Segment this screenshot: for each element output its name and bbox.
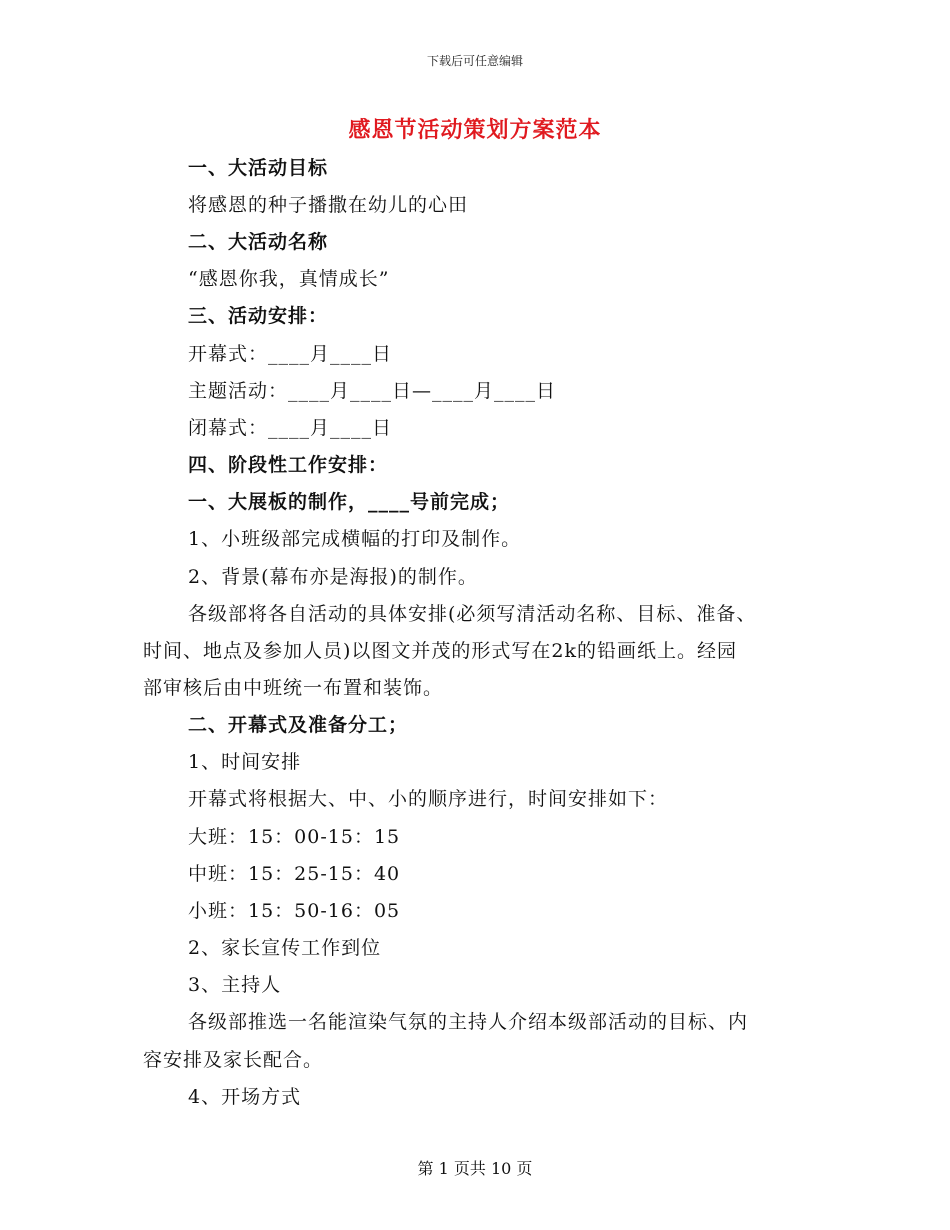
list-item: 3、主持人	[188, 974, 282, 996]
paragraph: 将感恩的种子播撒在幼儿的心田	[188, 194, 469, 216]
schedule-line: 中班：15：25-15：40	[188, 863, 401, 885]
page-footer: 第 1 页共 10 页	[417, 1159, 533, 1178]
section-heading: 四、阶段性工作安排：	[188, 454, 389, 476]
list-item: 4、开场方式	[188, 1086, 302, 1108]
paragraph: 时间、地点及参加人员)以图文并茂的形式写在2k的铅画纸上。经园	[143, 640, 738, 662]
schedule-line: 主题活动：____月____日—____月____日	[188, 380, 557, 402]
section-heading: 二、大活动名称	[188, 231, 329, 253]
paragraph: 各级部推选一名能渲染气氛的主持人介绍本级部活动的目标、内	[188, 1011, 749, 1033]
list-item: 1、小班级部完成横幅的打印及制作。	[188, 528, 522, 550]
schedule-line: 大班：15：00-15：15	[188, 826, 401, 848]
paragraph: 开幕式将根据大、中、小的顺序进行，时间安排如下：	[188, 788, 669, 810]
page-header: 下载后可任意编辑	[426, 54, 523, 68]
section-heading: 一、大活动目标	[188, 157, 329, 179]
paragraph: 各级部将各自活动的具体安排(必须写清活动名称、目标、准备、	[188, 603, 757, 625]
paragraph: 容安排及家长配合。	[143, 1049, 324, 1071]
paragraph: “感恩你我，真情成长”	[188, 268, 390, 290]
subsection-heading: 一、大展板的制作，____号前完成；	[188, 491, 511, 513]
subsection-heading: 二、开幕式及准备分工；	[188, 714, 409, 736]
section-heading: 三、活动安排：	[188, 305, 329, 327]
schedule-line: 闭幕式：____月____日	[188, 417, 393, 439]
list-item: 2、背景(幕布亦是海报)的制作。	[188, 566, 478, 588]
document-title: 感恩节活动策划方案范本	[348, 117, 602, 143]
list-item: 1、时间安排	[188, 751, 302, 773]
schedule-line: 小班：15：50-16：05	[188, 900, 401, 922]
paragraph: 部审核后由中班统一布置和装饰。	[143, 677, 444, 699]
list-item: 2、家长宣传工作到位	[188, 937, 382, 959]
schedule-line: 开幕式：____月____日	[188, 343, 393, 365]
